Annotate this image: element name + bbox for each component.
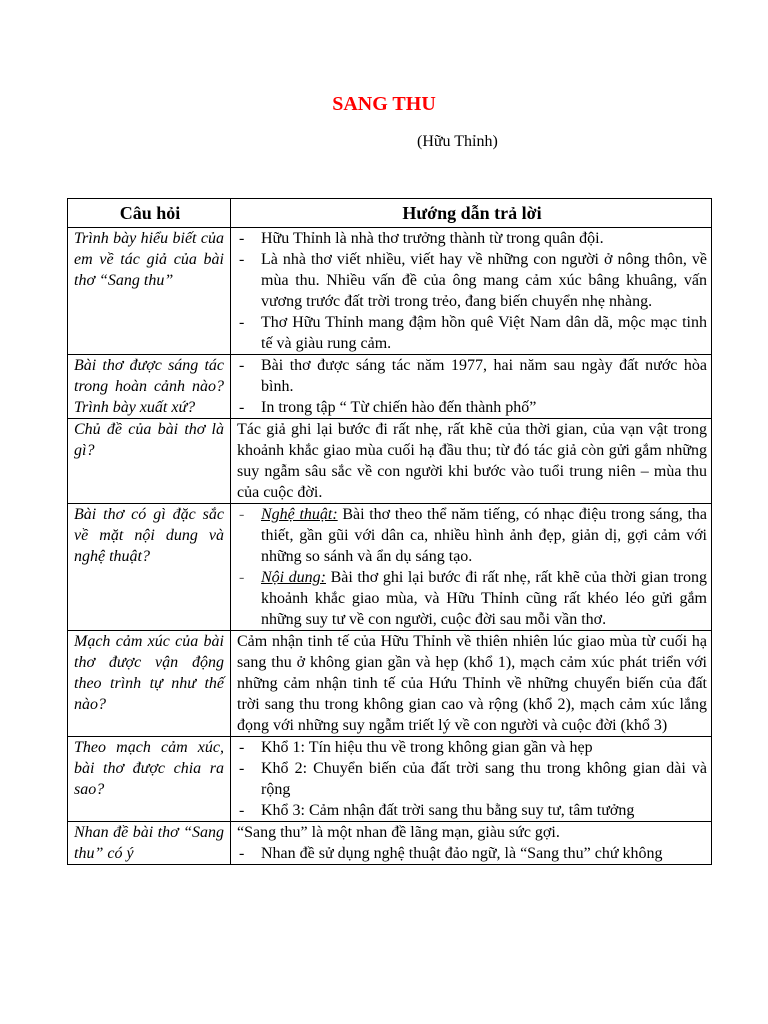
answer-cell bbox=[231, 355, 712, 419]
list-item: - In trong tập “ Từ chiến hào đến thành phố” bbox=[237, 397, 707, 418]
answer-list bbox=[237, 843, 707, 864]
table-header-row bbox=[68, 199, 712, 228]
header-answer: Hướng dẫn trả lời bbox=[231, 199, 712, 228]
list-item: - Bài thơ được sáng tác năm 1977, hai năm sau ngày đất nước hòa bình. bbox=[237, 355, 707, 397]
list-item: - Khổ 1: Tín hiệu thu về trong không gian gần và hẹp bbox=[237, 737, 707, 758]
header-question: Câu hỏi bbox=[68, 199, 231, 228]
answer-list bbox=[237, 737, 707, 821]
author-name: (Hữu Thỉnh) bbox=[417, 133, 498, 150]
question-cell: Trình bày hiểu biết của em về tác giả của bài thơ “Sang thu” bbox=[68, 228, 231, 355]
answer-list bbox=[237, 355, 707, 418]
document-title: SANG THU bbox=[332, 93, 436, 115]
list-item: - Thơ Hữu Thỉnh mang đậm hồn quê Việt Nam dân dã, mộc mạc tinh tế và giàu rung cảm. bbox=[237, 312, 707, 354]
question-cell: Mạch cảm xúc của bài thơ được vận động theo trình tự như thế nào? bbox=[68, 631, 231, 737]
list-item bbox=[237, 504, 707, 567]
table-row bbox=[68, 419, 712, 504]
answer-list bbox=[237, 504, 707, 630]
list-item: - Nhan đề sử dụng nghệ thuật đảo ngữ, là “Sang thu” chứ không bbox=[237, 843, 707, 864]
answer-cell bbox=[231, 228, 712, 355]
answer-cell bbox=[231, 504, 712, 631]
table-row bbox=[68, 504, 712, 631]
table-row bbox=[68, 631, 712, 737]
list-item: - Là nhà thơ viết nhiều, viết hay về những con người ở nông thôn, về mùa thu. Nhiều vấn đề của ông mang cảm xúc bâng khuâng, vấn vương trước đất trời trong trẻo, đang biến chuyển nhẹ nhàng. bbox=[237, 249, 707, 312]
list-item: - Hữu Thỉnh là nhà thơ trưởng thành từ trong quân đội. bbox=[237, 228, 707, 249]
list-item: - Khổ 3: Cảm nhận đất trời sang thu bằng suy tư, tâm tưởng bbox=[237, 800, 707, 821]
answer-cell: Cảm nhận tinh tế của Hữu Thỉnh về thiên nhiên lúc giao mùa từ cuối hạ sang thu ở không gian gần và hẹp (khổ 1), mạch cảm xúc phát triển với những cảm nhận tinh tế của Hứu Thỉnh về những chuyển biến của đất trời sang thu trong không gian cao và rộng (khổ 2), mạch cảm xúc lắng đọng với những suy ngẫm triết lý về con người và cuộc đời (khổ 3) bbox=[231, 631, 712, 737]
table-row bbox=[68, 822, 712, 865]
question-cell: Nhan đề bài thơ “Sang thu” có ý bbox=[68, 822, 231, 865]
table-row bbox=[68, 228, 712, 355]
qa-table bbox=[67, 198, 712, 865]
item-text: Bài thơ theo thể năm tiếng, có nhạc điệu trong sáng, tha thiết, gần gũi với dân ca, nhiều hình ảnh đẹp, giản dị, gợi cảm với những so sánh và ẩn dụ sáng tạo. bbox=[261, 506, 707, 565]
table-row bbox=[68, 737, 712, 822]
answer-text: “Sang thu” là một nhan đề lãng mạn, giàu sức gợi. bbox=[237, 824, 560, 841]
item-label: Nội dung: bbox=[261, 569, 327, 586]
answer-cell: Tác giả ghi lại bước đi rất nhẹ, rất khẽ của thời gian, của vạn vật trong khoảnh khắc giao mùa cuối hạ đầu thu; từ đó tác giả còn gửi gắm những suy ngẫm sâu sắc về con người khi bước vào tuổi trung niên – mùa thu của cuộc đời. bbox=[231, 419, 712, 504]
list-item: - Khổ 2: Chuyển biến của đất trời sang thu trong không gian dài và rộng bbox=[237, 758, 707, 800]
answer-cell bbox=[231, 822, 712, 865]
list-item bbox=[237, 567, 707, 630]
table-row bbox=[68, 355, 712, 419]
question-cell: Chủ đề của bài thơ là gì? bbox=[68, 419, 231, 504]
answer-list bbox=[237, 228, 707, 354]
item-text: Bài thơ ghi lại bước đi rất nhẹ, rất khẽ của thời gian trong khoảnh khắc giao mùa, và Hữu Thỉnh cũng rất khéo léo gửi gắm những suy tư về con người, cuộc đời sau mỗi vần thơ. bbox=[261, 569, 707, 628]
question-cell: Theo mạch cảm xúc, bài thơ được chia ra sao? bbox=[68, 737, 231, 822]
question-cell: Bài thơ có gì đặc sắc về mặt nội dung và nghệ thuật? bbox=[68, 504, 231, 631]
question-cell: Bài thơ được sáng tác trong hoàn cảnh nào? Trình bày xuất xứ? bbox=[68, 355, 231, 419]
item-label: Nghệ thuật: bbox=[261, 506, 338, 523]
answer-cell bbox=[231, 737, 712, 822]
